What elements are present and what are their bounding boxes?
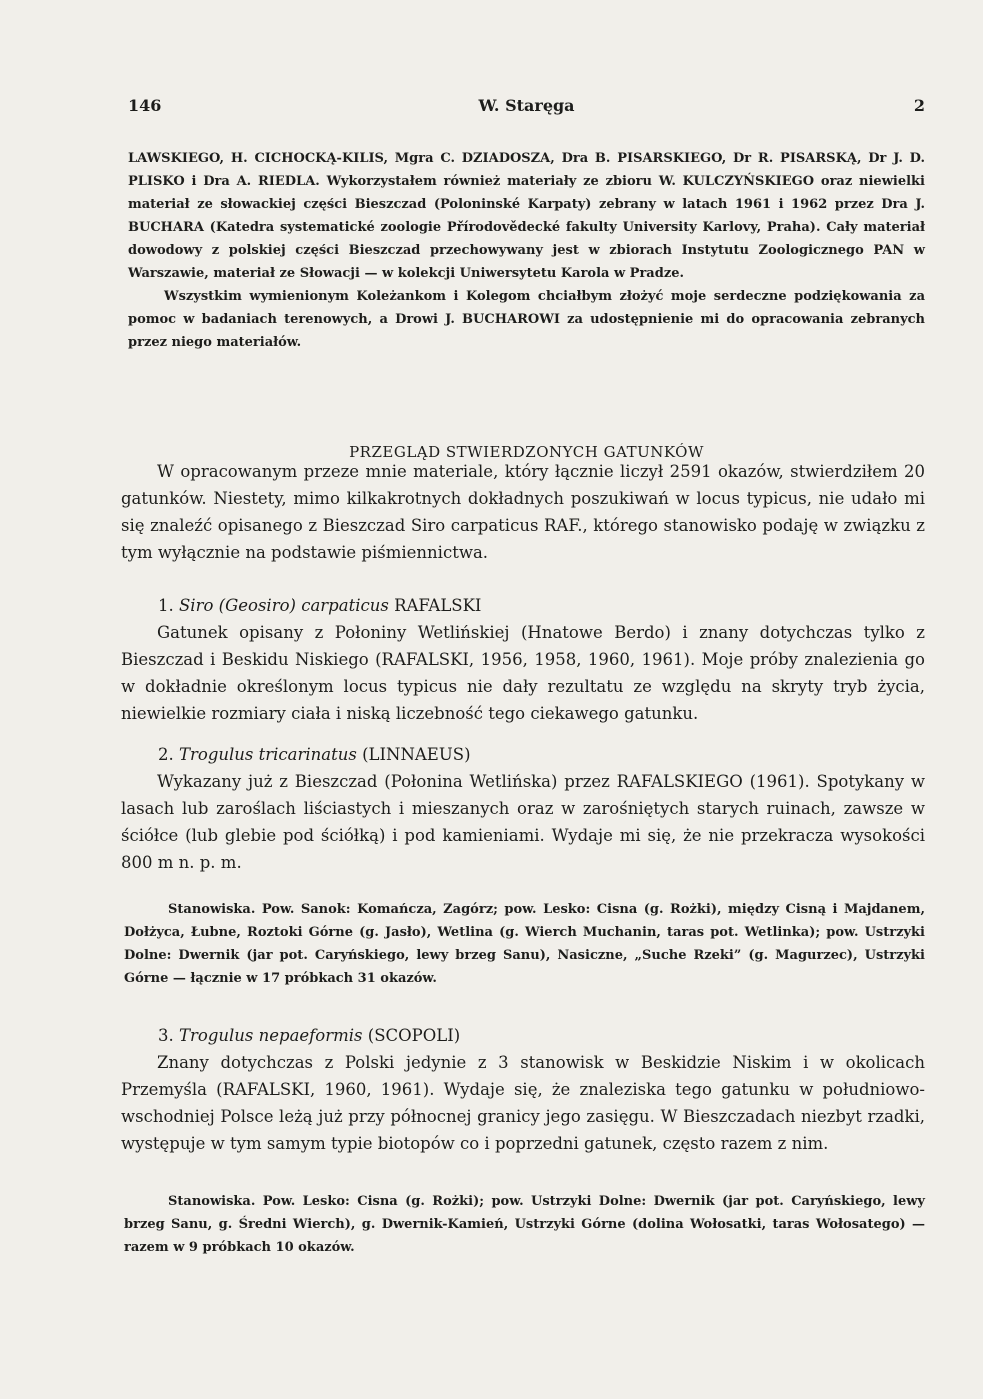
species-1-description — [121, 619, 925, 727]
species-2-stations — [124, 898, 925, 990]
species-heading-1 — [158, 592, 481, 619]
species-3-stations — [124, 1190, 925, 1259]
species-3-description — [121, 1049, 925, 1157]
species-name: Trogulus nepaeformis — [179, 1026, 363, 1045]
species-text: Gatunek opisany z Połoniny Wetlińskiej (Hnatowe Berdo) i znany dotychczas tylko z Bieszczad i Beskidu Niskiego (RAFALSKI, 1956, 1958, 1960, 1961). Moje próby znalezienia go w dokładnie określonym locus typicus nie dały rezultatu ze względu na skryty tryb życia, niewielkie rozmiary ciała i niską liczebność tego ciekawego gatunku. — [121, 623, 925, 723]
stations-text: Stanowiska. Pow. Lesko: Cisna (g. Rożki); pow. Ustrzyki Dolne: Dwernik (jar pot. Caryńskiego, lewy brzeg Sanu, g. Średni Wierch), g. Dwernik-Kamień, Ustrzyki Górne (dolina Wołosatki, taras Wołosatego) — razem w 9 próbkach 10 okazów. — [124, 1194, 925, 1255]
intro-paragraph-2: Wszystkim wymienionym Koleżankom i Kolegom chciałbym złożyć moje serdeczne podziękowania za pomoc w badaniach terenowych, a Drowi J. BUCHAROWI za udostępnienie mi do opracowania zebranych przez niego materiałów. — [128, 289, 925, 350]
stations-text: Stanowiska. Pow. Sanok: Komańcza, Zagórz; pow. Lesko: Cisna (g. Rożki), między Cisną i Majdanem, Dołżyca, Łubne, Roztoki Górne (g. Jasło), Wetlina (g. Wierch Muchanin, taras pot. Wetlinka); pow. Ustrzyki Dolne: Dwernik (jar pot. Caryńskiego, lewy brzeg Sanu), Nasiczne, „Suche Rzeki” (g. Magurzec), Ustrzyki Górne — łącznie w 17 próbkach 31 okazów. — [124, 902, 925, 986]
species-heading-3 — [158, 1022, 460, 1049]
species-heading-2 — [158, 741, 471, 768]
page-header — [128, 96, 925, 122]
intro-block — [128, 147, 925, 354]
species-text: Wykazany już z Bieszczad (Połonina Wetlińska) przez RAFALSKIEGO (1961). Spotykany w lasach lub zaroślach liściastych i mieszanych oraz w zarośniętych starych ruinach, zawsze w ściółce (lub glebie pod ściółką) i pod kamieniami. Wydaje mi się, że nie przekracza wysokości 800 m n. p. m. — [121, 772, 925, 872]
overview-paragraph: W opracowanym przeze mnie materiale, który łącznie liczył 2591 okazów, stwierdziłem 20 gatunków. Niestety, mimo kilkakrotnych dokładnych poszukiwań w locus typicus, nie udało mi się znaleźć opisanego z Bieszczad Siro carpaticus RAF., którego stanowisko podaję w związku z tym wyłącznie na podstawie piśmiennictwa. — [121, 462, 925, 562]
species-2-description — [121, 768, 925, 876]
overview-block — [121, 458, 925, 566]
species-name: Siro (Geosiro) carpaticus — [179, 596, 389, 615]
species-text: Znany dotychczas z Polski jedynie z 3 stanowisk w Beskidzie Niskim i w okolicach Przemyśla (RAFALSKI, 1960, 1961). Wydaje się, że znaleziska tego gatunku w południowo-wschodniej Polsce leżą już przy północnej granicy jego zasięgu. W Bieszczadach niezbyt rzadki, występuje w tym samym typie biotopów co i poprzedni gatunek, często razem z nim. — [121, 1053, 925, 1153]
section-heading: PRZEGLĄD STWIERDZONYCH GATUNKÓW — [349, 443, 704, 461]
species-number: 1. — [158, 596, 174, 615]
page-number: 146 — [128, 96, 162, 115]
running-title: W. Staręga — [478, 96, 575, 115]
intro-paragraph-1: LAWSKIEGO, H. CICHOCKĄ-KILIS, Mgra C. DZIADOSZA, Dra B. PISARSKIEGO, Dr R. PISARSKĄ, Dr J. D. PLISKO i Dra A. RIEDLA. Wykorzystałem również materiały ze zbioru W. KULCZYŃSKIEGO oraz niewielki materiał ze słowackiej części Bieszczad (Poloninské Karpaty) zebrany w latach 1961 i 1962 przez Dra J. BUCHARA (Katedra systematické zoologie Přírodovědecké fakulty University Karlovy, Praha). Cały materiał dowodowy z polskiej części Bieszczad przechowywany jest w zbiorach Instytutu Zoologicznego PAN w Warszawie, materiał ze Słowacji — w kolekcji Uniwersytetu Karola w Pradze. — [128, 151, 925, 281]
species-author: (SCOPOLI) — [367, 1026, 461, 1045]
species-number: 3. — [158, 1026, 174, 1045]
species-author: RAFALSKI — [394, 596, 482, 615]
species-author: (LINNAEUS) — [362, 745, 471, 764]
species-name: Trogulus tricarinatus — [179, 745, 357, 764]
species-number: 2. — [158, 745, 174, 764]
header-right-number: 2 — [913, 96, 925, 115]
